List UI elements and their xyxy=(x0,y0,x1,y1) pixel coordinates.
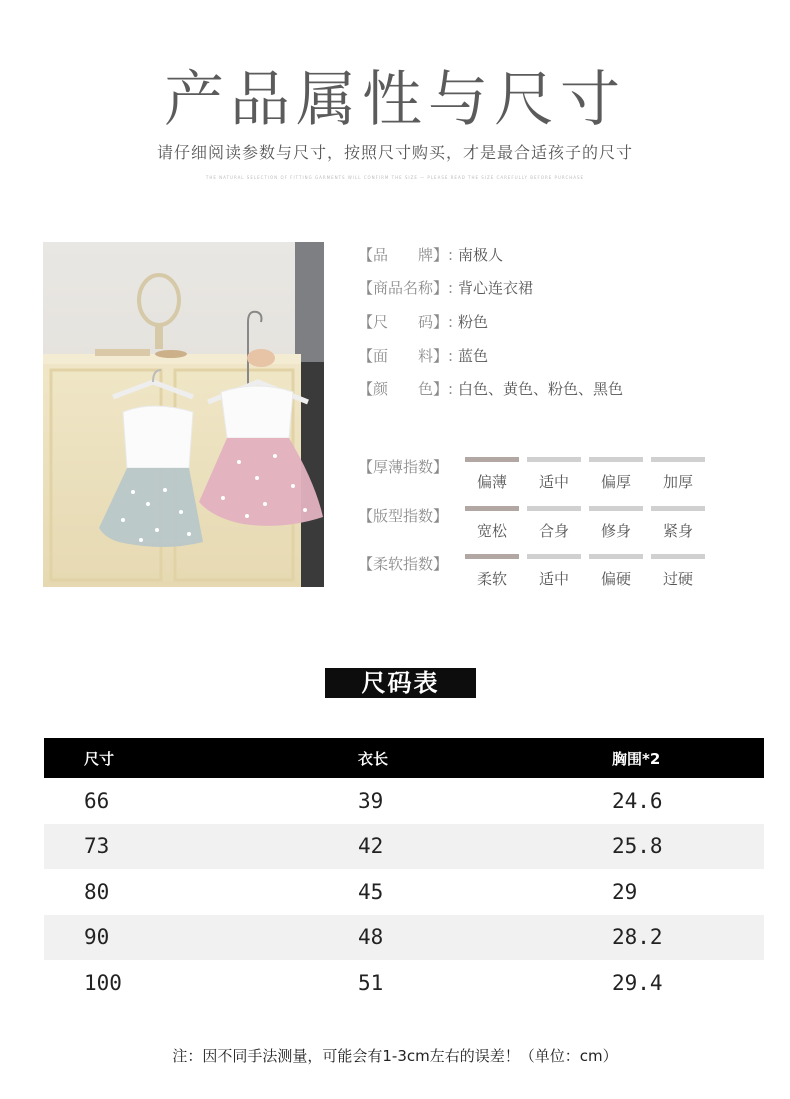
cell-size: 80 xyxy=(84,879,110,904)
fit-index-bar-2 xyxy=(527,506,581,511)
table-header-row xyxy=(44,738,764,778)
fit-index-bar-3 xyxy=(589,506,643,511)
page-subtitle: 请仔细阅读参数与尺寸，按照尺寸购买，才是最合适孩子的尺寸 xyxy=(156,143,633,162)
dress-photo-illustration xyxy=(43,242,324,587)
bracket-close: 】: xyxy=(433,347,454,365)
cell-size: 90 xyxy=(84,925,110,950)
fit-index-option: 合身 xyxy=(538,522,569,540)
table-row xyxy=(44,869,764,915)
attribute-value: 南极人 xyxy=(458,246,504,264)
attribute-row-size xyxy=(358,311,488,333)
table-row xyxy=(44,915,764,961)
page-title: 产品属性与尺寸 xyxy=(164,65,626,135)
softness-index-option: 适中 xyxy=(538,570,569,588)
fit-index-label: 【版型指数】 xyxy=(358,507,449,525)
attribute-row-fabric xyxy=(358,345,488,367)
bracket-close: 】: xyxy=(433,313,454,331)
thickness-index-option: 加厚 xyxy=(662,473,693,491)
header-size: 尺寸 xyxy=(84,749,115,768)
thickness-index-bar-1 xyxy=(465,457,519,462)
attribute-label-text: 面 料 xyxy=(373,347,434,365)
attribute-value: 背心连衣裙 xyxy=(458,279,534,297)
bracket-close: 】: xyxy=(433,380,454,398)
thickness-index-bar-2 xyxy=(527,457,581,462)
attribute-label xyxy=(358,378,458,400)
size-table xyxy=(44,738,764,1006)
thickness-index-bar-4 xyxy=(651,457,705,462)
product-photo xyxy=(43,242,324,587)
fit-index-option: 宽松 xyxy=(476,522,507,540)
softness-index-bar-2 xyxy=(527,554,581,559)
bracket-open: 【 xyxy=(358,313,374,331)
attribute-row-brand xyxy=(358,244,503,266)
fit-index-bar-4 xyxy=(651,506,705,511)
attribute-row-product-name xyxy=(358,277,533,299)
bracket-open: 【 xyxy=(358,279,374,297)
attribute-label-text: 尺 码 xyxy=(373,313,434,331)
header-length: 衣长 xyxy=(358,749,389,768)
thickness-index-label: 【厚薄指数】 xyxy=(358,458,449,476)
attribute-value: 白色、黄色、粉色、黑色 xyxy=(458,380,624,398)
attribute-label-text: 商品名称 xyxy=(373,279,434,297)
thickness-index-option: 偏薄 xyxy=(476,473,507,491)
bracket-open: 【 xyxy=(358,380,374,398)
cell-length: 42 xyxy=(358,834,384,859)
bracket-close: 】: xyxy=(433,246,454,264)
softness-index-label: 【柔软指数】 xyxy=(358,555,449,573)
thickness-index-option: 适中 xyxy=(538,473,569,491)
cell-chest: 29.4 xyxy=(612,970,663,995)
table-row xyxy=(44,824,764,870)
softness-index-option: 过硬 xyxy=(662,570,693,588)
cell-length: 39 xyxy=(358,788,384,813)
softness-index-bar-3 xyxy=(589,554,643,559)
cell-length: 48 xyxy=(358,925,384,950)
cell-chest: 28.2 xyxy=(612,925,663,950)
attribute-label-text: 品 牌 xyxy=(373,246,434,264)
attribute-label xyxy=(358,244,458,266)
fine-print-text: THE NATURAL SELECTION OF FITTING GARMENTS WILL CONFIRM THE SIZE — PLEASE READ THE SIZE CAREFULLY BEFORE PURCHASE xyxy=(205,175,585,180)
table-row xyxy=(44,960,764,1006)
fit-index-option: 紧身 xyxy=(662,522,693,540)
cell-chest: 29 xyxy=(612,879,638,904)
cell-size: 66 xyxy=(84,788,110,813)
attribute-label xyxy=(358,345,458,367)
cell-chest: 25.8 xyxy=(612,834,663,859)
attribute-value: 粉色 xyxy=(458,313,489,331)
measurement-footnote: 注：因不同手法测量，可能会有1-3cm左右的误差！（单位：cm） xyxy=(172,1047,618,1065)
bracket-open: 【 xyxy=(358,347,374,365)
cell-size: 100 xyxy=(84,970,122,995)
attribute-row-color xyxy=(358,378,623,400)
attribute-label-text: 颜 色 xyxy=(373,380,434,398)
cell-length: 51 xyxy=(358,970,384,995)
bracket-close: 】: xyxy=(433,279,454,297)
fit-index-option: 修身 xyxy=(600,522,631,540)
softness-index-option: 柔软 xyxy=(476,570,507,588)
attribute-label xyxy=(358,277,458,299)
attribute-value: 蓝色 xyxy=(458,347,489,365)
cell-size: 73 xyxy=(84,834,110,859)
thickness-index-bar-3 xyxy=(589,457,643,462)
softness-index-option: 偏硬 xyxy=(600,570,631,588)
bracket-open: 【 xyxy=(358,246,374,264)
softness-index-bar-4 xyxy=(651,554,705,559)
table-row xyxy=(44,778,764,824)
thickness-index-option: 偏厚 xyxy=(600,473,631,491)
fit-index-bar-1 xyxy=(465,506,519,511)
cell-chest: 24.6 xyxy=(612,788,663,813)
header-chest: 胸围*2 xyxy=(612,749,661,768)
cell-length: 45 xyxy=(358,879,384,904)
attribute-label xyxy=(358,311,458,333)
softness-index-bar-1 xyxy=(465,554,519,559)
size-chart-title: 尺码表 xyxy=(325,668,476,698)
